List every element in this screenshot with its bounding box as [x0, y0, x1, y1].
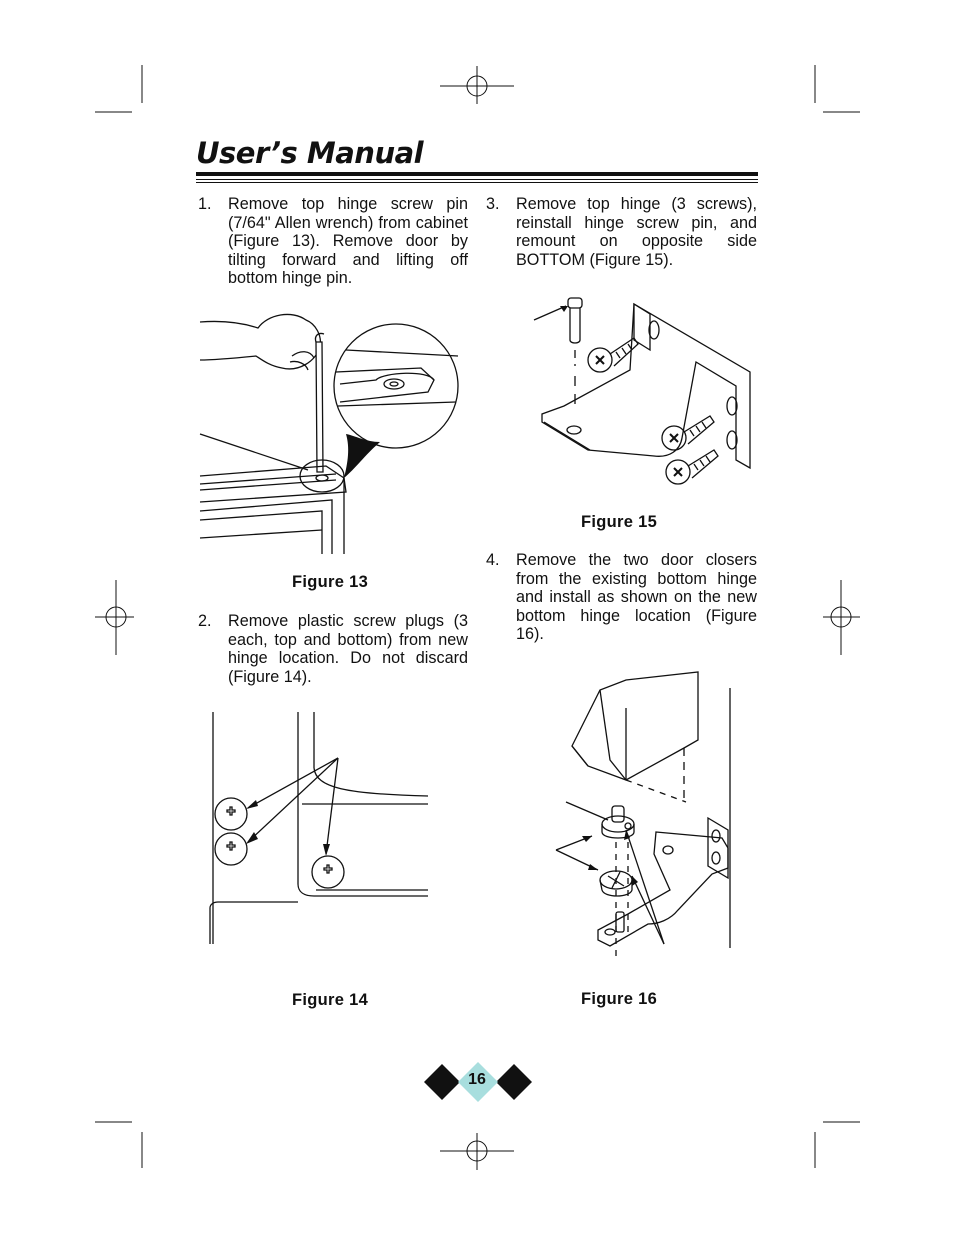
figure-14-illustration	[206, 708, 432, 948]
step-4	[486, 551, 756, 651]
step-2	[198, 612, 468, 692]
figure-15-caption: Figure 15	[581, 513, 658, 531]
figure-14-caption: Figure 14	[292, 991, 369, 1009]
step-text: Remove top hinge (3 screws), reinstall hinge screw pin, and remount on opposite side BOTTOM (Figure 15).	[516, 195, 757, 269]
page-number: 16	[468, 1071, 486, 1088]
step-number: 1.	[198, 195, 212, 213]
title-rule-thick	[196, 172, 758, 176]
step-text: Remove the two door closers from the existing bottom hinge and install as shown on the new bottom hinge location (Figure 16).	[516, 551, 757, 644]
title-rule-thin-2	[196, 182, 758, 183]
step-1	[198, 195, 468, 295]
figure-16-illustration	[552, 668, 742, 960]
step-number: 3.	[486, 195, 500, 213]
page-title: User’s Manual	[196, 136, 424, 170]
step-text: Remove plastic screw plugs (3 each, top and bottom) from new hinge location. Do not discard (Figure 14).	[228, 612, 468, 686]
step-number: 4.	[486, 551, 500, 569]
step-text: Remove top hinge screw pin (7/64" Allen wrench) from cabinet (Figure 13). Remove door by tilting forward and lifting off bottom hinge pin.	[228, 195, 468, 288]
step-number: 2.	[198, 612, 212, 630]
step-3	[486, 195, 756, 275]
figure-16-caption: Figure 16	[581, 990, 658, 1008]
figure-13-caption: Figure 13	[292, 573, 369, 591]
figure-13-illustration	[196, 306, 466, 558]
figure-15-illustration	[530, 290, 756, 490]
title-rule-thin	[196, 179, 758, 180]
